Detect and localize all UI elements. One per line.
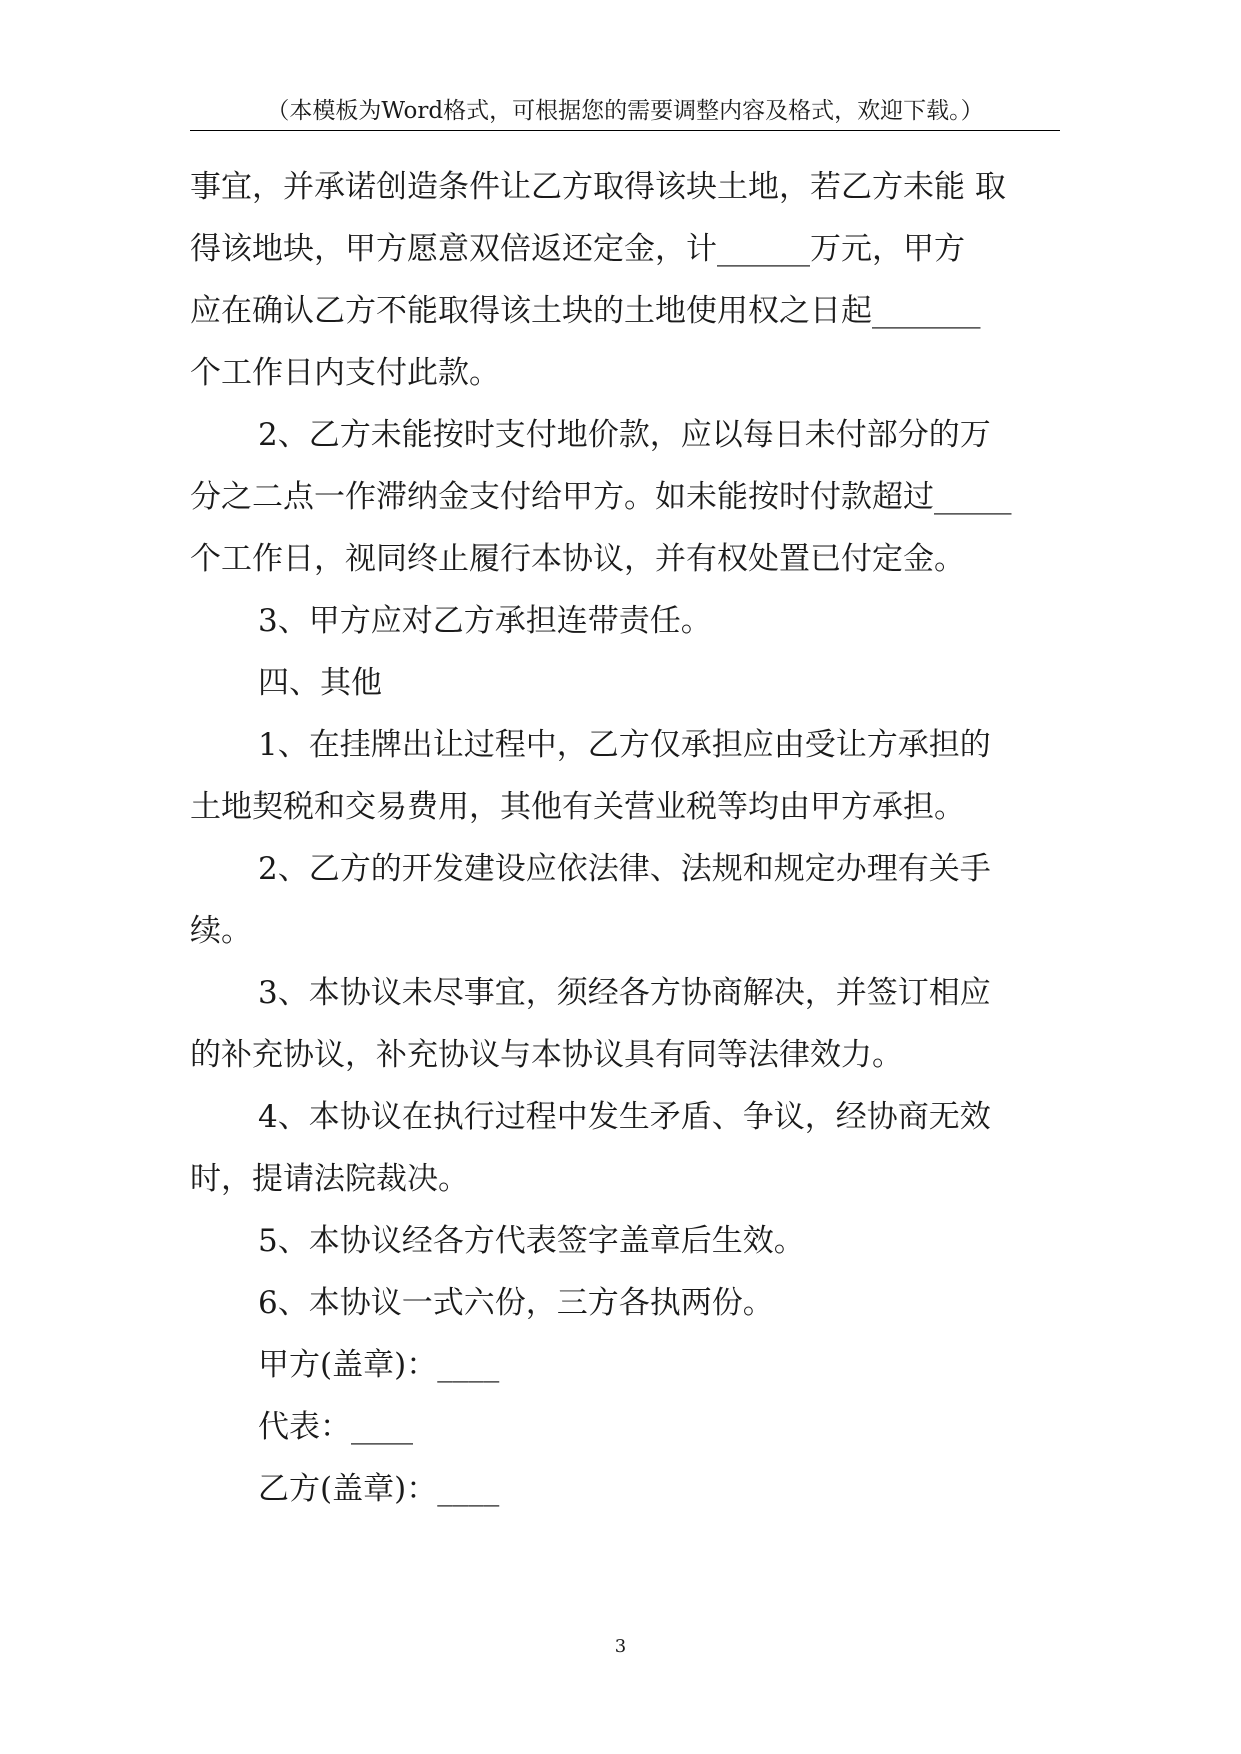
signature-line-party-b: 乙方(盖章)：____ <box>258 1471 500 1507</box>
text-line: 分之二点一作滞纳金支付给甲方。如未能按时付款超过_____ <box>190 479 1012 515</box>
text-line: 个工作日，视同终止履行本协议，并有权处置已付定金。 <box>190 541 965 577</box>
text-line: 事宜，并承诺创造条件让乙方取得该块土地，若乙方未能 取 <box>190 169 1006 205</box>
text-line: 时，提请法院裁决。 <box>190 1161 469 1197</box>
text-line: 2、乙方的开发建设应依法律、法规和规定办理有关手 <box>258 851 991 887</box>
page-number: 3 <box>614 1636 627 1657</box>
text-line: 2、乙方未能按时支付地价款，应以每日未付部分的万 <box>258 417 991 453</box>
text-line: 得该地块，甲方愿意双倍返还定金，计______万元，甲方 <box>190 231 965 267</box>
signature-line-representative: 代表：____ <box>258 1409 413 1445</box>
signature-line-party-a: 甲方(盖章)：____ <box>258 1347 500 1383</box>
header-note: （本模板为Word格式，可根据您的需要调整内容及格式，欢迎下载。） <box>266 98 984 124</box>
text-line: 土地契税和交易费用，其他有关营业税等均由甲方承担。 <box>190 789 965 825</box>
text-line: 个工作日内支付此款。 <box>190 355 500 391</box>
text-line: 4、本协议在执行过程中发生矛盾、争议，经协商无效 <box>258 1099 991 1135</box>
text-line: 6、本协议一式六份，三方各执两份。 <box>258 1285 774 1321</box>
header-divider <box>190 130 1060 131</box>
text-line: 3、甲方应对乙方承担连带责任。 <box>258 603 712 639</box>
section-heading: 四、其他 <box>258 665 382 701</box>
text-line: 3、本协议未尽事宜，须经各方协商解决，并签订相应 <box>258 975 991 1011</box>
text-line: 5、本协议经各方代表签字盖章后生效。 <box>258 1223 805 1259</box>
text-line: 的补充协议，补充协议与本协议具有同等法律效力。 <box>190 1037 903 1073</box>
document-body <box>190 156 1060 1520</box>
text-line: 续。 <box>190 913 252 949</box>
text-line: 1、在挂牌出让过程中，乙方仅承担应由受让方承担的 <box>258 727 991 763</box>
text-line: 应在确认乙方不能取得该土块的土地使用权之日起_______ <box>190 293 981 329</box>
